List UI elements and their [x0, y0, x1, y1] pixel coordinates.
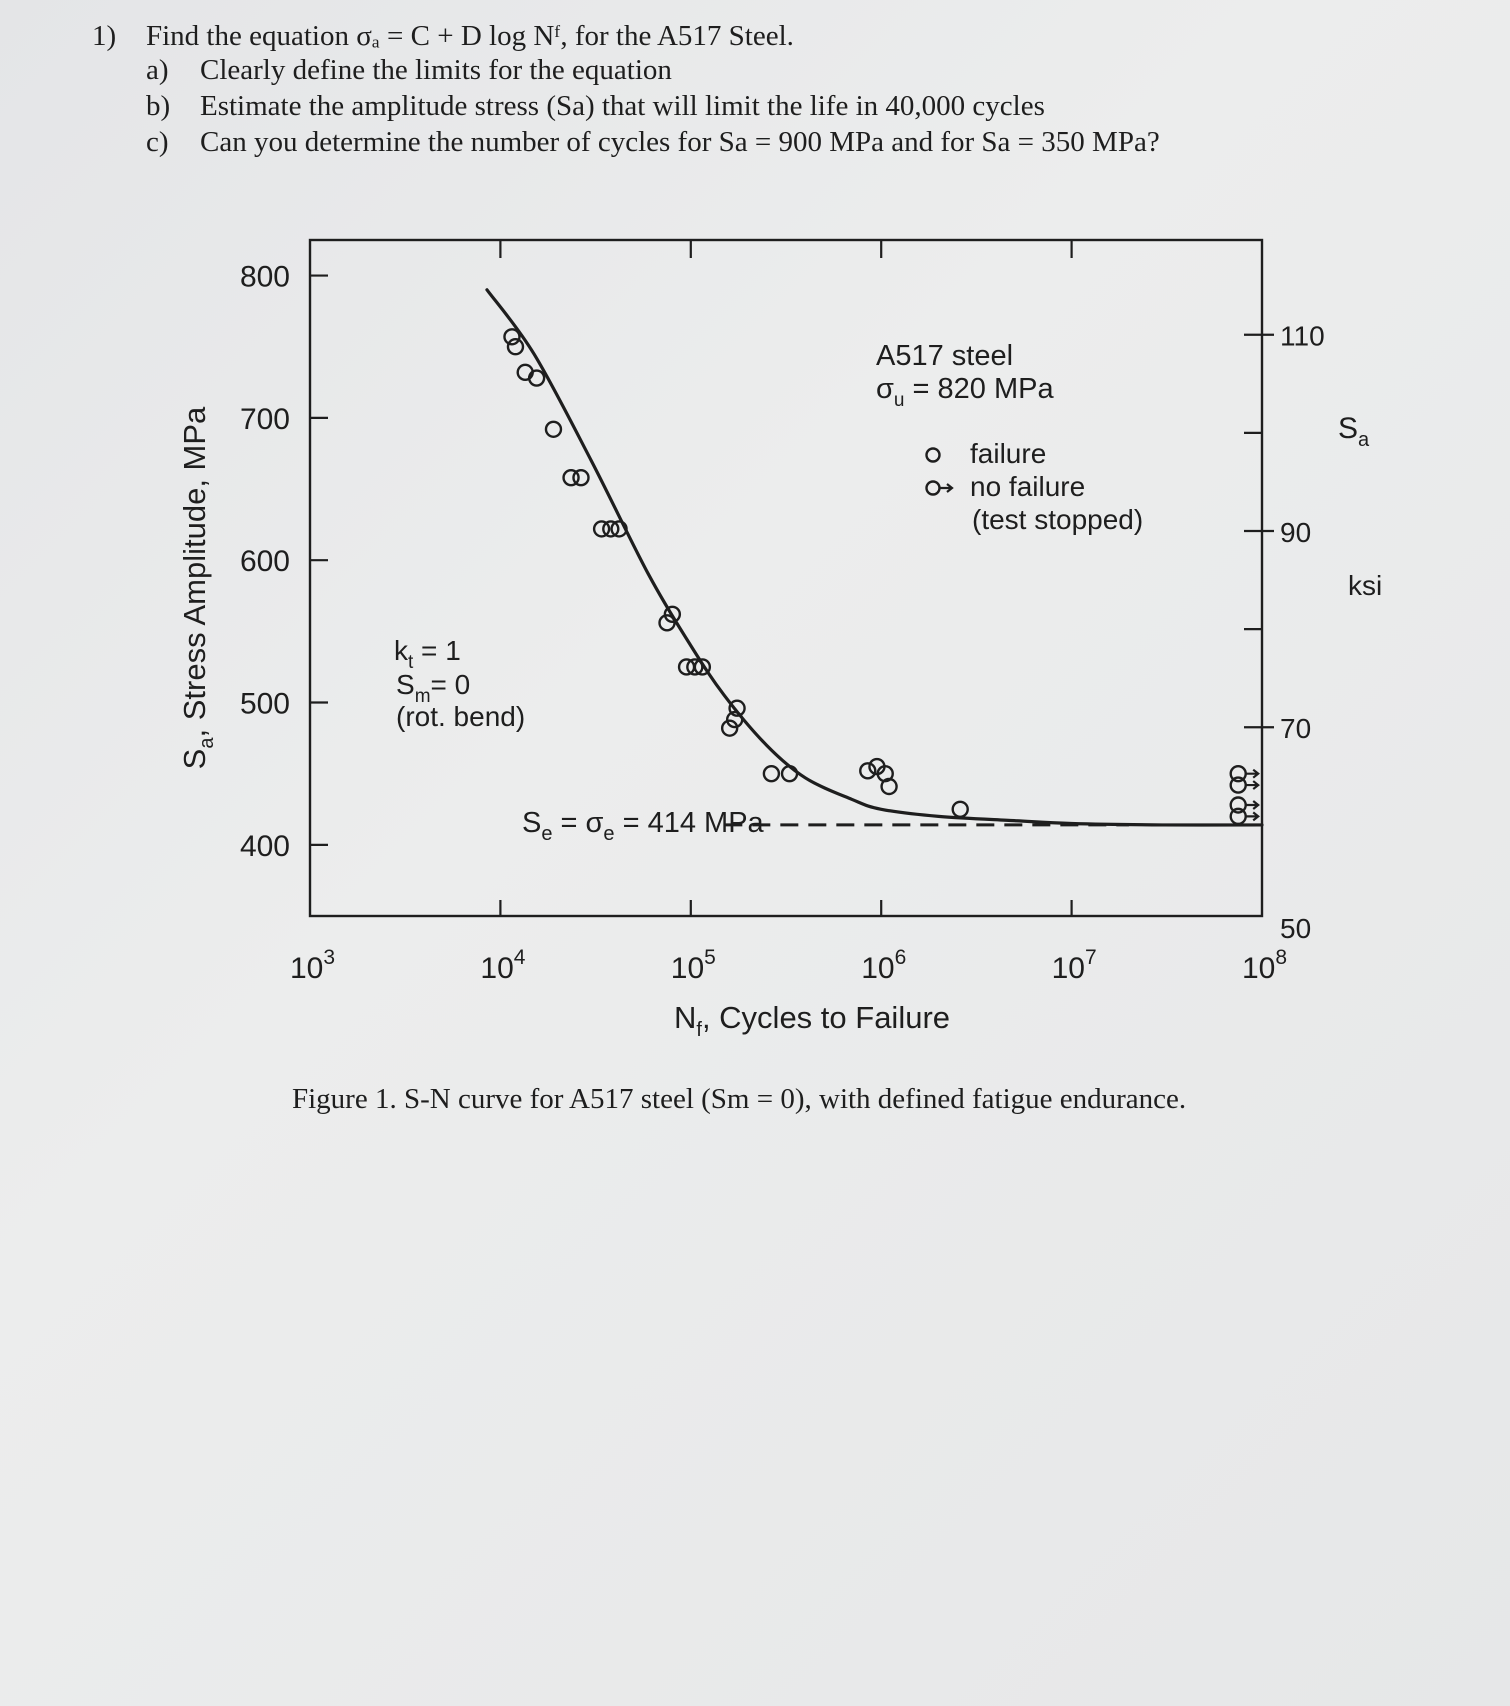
y-tick-label-600: 600	[239, 545, 290, 579]
legend	[927, 438, 1144, 535]
part-b-text: Estimate the amplitude stress (Sa) that will limit the life in 40,000 cycles	[200, 90, 1045, 122]
y-tick-label-800: 800	[239, 260, 290, 294]
question-main-text: Find the equation σₐ = C + D log Nᶠ, for the A517 Steel.	[146, 20, 794, 52]
legend-no-failure-note: (test stopped)	[972, 504, 1144, 535]
no-failure-arrow-3	[1246, 812, 1258, 820]
failure-point-1	[508, 339, 523, 354]
no-failure-arrow-1	[1246, 781, 1258, 789]
y-tick-label-500: 500	[239, 687, 290, 721]
sm-label: $S_m= 0$	[396, 669, 471, 707]
x-tick-label-5: $10^5$	[670, 946, 716, 985]
x-tick-label-3: $10^3$	[290, 946, 336, 985]
failure-point-18	[764, 766, 779, 781]
curve-group	[487, 290, 1262, 825]
plot-frame	[310, 240, 1262, 916]
failure-point-20	[860, 763, 875, 778]
tick-labels-group	[240, 261, 1325, 985]
y2-tick-label-50: 50	[1280, 913, 1312, 944]
material-label: A517 steel	[876, 340, 1014, 372]
plot-frame-group	[310, 240, 1262, 916]
y-tick-label-700: 700	[239, 402, 290, 436]
part-c-text: Can you determine the number of cycles for Sa = 900 MPa and for Sa = 350 MPa?	[200, 126, 1160, 158]
no-failure-point-1	[1231, 778, 1246, 793]
ticks-group	[310, 240, 1274, 916]
y2-tick-label-110: 110	[1280, 320, 1325, 352]
no-failure-arrow-0	[1246, 770, 1258, 778]
failure-point-6	[573, 470, 588, 485]
part-b-label: b)	[146, 90, 171, 122]
legend-no-failure-arrow	[940, 484, 952, 492]
y2-tick-label-90: 90	[1280, 516, 1312, 548]
part-a-label: a)	[146, 54, 169, 86]
x-tick-label-6: $10^6$	[861, 946, 907, 985]
failure-point-19	[782, 766, 797, 781]
endurance-label: $S_e = \sigma_e = 414$ MPa	[522, 807, 764, 845]
legend-failure-marker	[927, 449, 940, 462]
y2-tick-label-70: 70	[1280, 713, 1312, 745]
kt-label: $k_t = 1$	[394, 635, 461, 673]
ultimate-strength-label: $\sigma_u = 820$ MPa	[876, 373, 1054, 411]
figure-caption: Figure 1. S-N curve for A517 steel (Sm = 0), with defined fatigue endurance.	[292, 1083, 1187, 1115]
y-tick-label-400: 400	[239, 829, 290, 863]
x-tick-label-4: $10^4$	[480, 946, 526, 985]
x-axis-title: $N_f$, Cycles to Failure	[673, 1000, 951, 1041]
part-a-text: Clearly define the limits for the equation	[200, 54, 672, 86]
no-failure-point-3	[1231, 809, 1246, 824]
no-failure-arrow-2	[1246, 801, 1258, 809]
question-number: 1)	[92, 20, 117, 52]
failure-point-24	[953, 802, 968, 817]
conditions-block	[394, 635, 525, 732]
legend-no-failure-label: no failure	[970, 471, 1086, 502]
failure-point-4	[546, 422, 561, 437]
right-axis-title-sa: $S_a$	[1338, 412, 1370, 451]
legend-failure-label: failure	[970, 438, 1047, 469]
x-tick-label-8: $10^8$	[1242, 946, 1288, 985]
failure-point-0	[504, 329, 519, 344]
part-c-label: c)	[146, 126, 169, 158]
y-axis-title: $S_a$, Stress Amplitude, MPa	[177, 406, 218, 770]
legend-no-failure-marker	[927, 482, 940, 495]
rot-bend-label: (rot. bend)	[396, 701, 526, 732]
x-tick-label-7: $10^7$	[1051, 946, 1097, 985]
right-axis-title-ksi: ksi	[1348, 570, 1383, 601]
sn-curve-line	[487, 290, 1262, 825]
